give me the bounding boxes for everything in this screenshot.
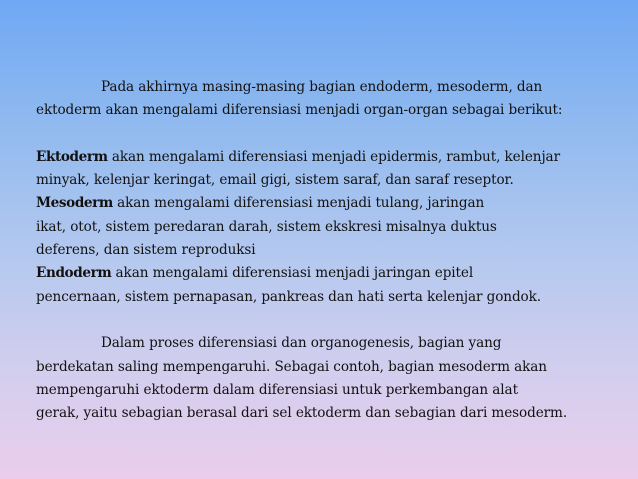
mesoderm-line-2: ikat, otot, sistem peredaran darah, sistem ekskresi misalnya duktus — [36, 218, 497, 235]
ektoderm-term: Ektoderm — [36, 148, 108, 165]
endoderm-line-1: akan mengalami diferensiasi menjadi jaringan epitel — [111, 265, 474, 282]
mesoderm-term: Mesoderm — [36, 195, 113, 212]
intro-line-2: ektoderm akan mengalami diferensiasi menjadi organ-organ sebagai berikut: — [36, 102, 563, 119]
intro-paragraph — [36, 76, 611, 123]
slide-text-block — [36, 76, 611, 425]
paragraph-gap — [36, 309, 611, 332]
mesoderm-line-1: akan mengalami diferensiasi menjadi tulang, jaringan — [112, 195, 485, 212]
mesoderm-line-3: deferens, dan sistem reproduksi — [36, 242, 256, 259]
ektoderm-paragraph — [36, 146, 611, 193]
closing-line-1: Dalam proses diferensiasi dan organogenesis, bagian yang — [101, 335, 502, 352]
closing-line-4: gerak, yaitu sebagian berasal dari sel ektoderm dan sebagian dari mesoderm. — [36, 405, 568, 422]
endoderm-term: Endoderm — [36, 265, 112, 282]
mesoderm-paragraph — [36, 192, 611, 262]
ektoderm-line-1: akan mengalami diferensiasi menjadi epidermis, rambut, kelenjar — [107, 148, 560, 165]
intro-line-1: Pada akhirnya masing-masing bagian endoderm, mesoderm, dan — [101, 79, 543, 95]
closing-line-3: mempengaruhi ektoderm dalam diferensiasi untuk perkembangan alat — [36, 381, 518, 398]
closing-paragraph — [36, 332, 611, 425]
ektoderm-line-2: minyak, kelenjar keringat, email gigi, sistem saraf, dan saraf reseptor. — [36, 172, 514, 189]
closing-line-2: berdekatan saling mempengaruhi. Sebagai contoh, bagian mesoderm akan — [36, 358, 547, 375]
endoderm-paragraph — [36, 262, 611, 309]
paragraph-gap — [36, 123, 611, 146]
endoderm-line-2: pencernaan, sistem pernapasan, pankreas dan hati serta kelenjar gondok. — [36, 288, 542, 305]
